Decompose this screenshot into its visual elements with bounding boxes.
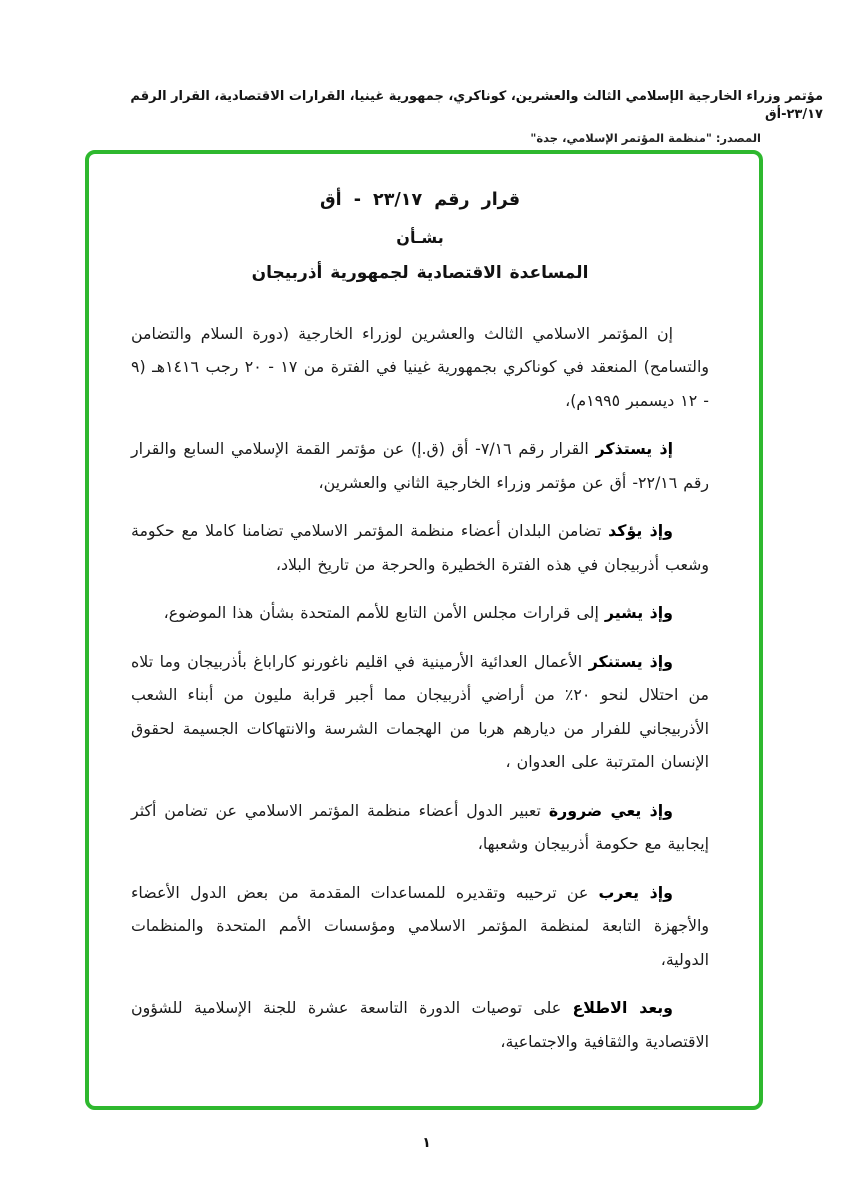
paragraph-text: تعبير الدول أعضاء منظمة المؤتمر الاسلامي عن تضامن أكثر إيجابية مع حكومة أذربيجان وشعبها، xyxy=(131,800,709,854)
paragraph-lead: وإذ يشير xyxy=(604,603,673,623)
paragraph xyxy=(131,317,709,417)
page-number: ١ xyxy=(422,1135,431,1151)
source-line: المصدر: "منظمة المؤتمر الإسلامي، جدة" xyxy=(530,131,761,146)
paragraph-lead: وإذ يعرب xyxy=(598,882,673,902)
paragraph-text: إن المؤتمر الاسلامي الثالث والعشرين لوزراء الخارجية (دورة السلام والتضامن والتسامح) المنعقد في كوناكري بجمهورية غينيا في الفترة من ١٧ - ٢٠ رجب ١٤١٦هـ (٩ - ١٢ ديسمبر ١٩٩٥م)، xyxy=(131,324,709,410)
resolution-regarding-label: بشـأن xyxy=(396,228,444,247)
paragraph-lead: وإذ يعي ضرورة xyxy=(548,800,674,820)
paragraph xyxy=(131,432,709,499)
paragraph-text: تضامن البلدان أعضاء منظمة المؤتمر الاسلامي تضامنا كاملا مع حكومة وشعب أذربيجان في هذه الفترة الخطيرة والحرجة من تاريخ البلاد، xyxy=(131,521,709,574)
paragraph xyxy=(131,991,709,1058)
paragraph-text: على توصيات الدورة التاسعة عشرة للجنة الإسلامية للشؤون الاقتصادية والثقافية والاجتماعية، xyxy=(131,998,709,1051)
resolution-number-title: قرار رقم ٢٣/١٧ - أق xyxy=(319,190,521,210)
citation-header xyxy=(90,88,823,145)
paragraph-lead: إذ يستذكر xyxy=(595,439,673,459)
paragraph xyxy=(131,596,709,629)
paragraph-text: القرار رقم ٧/١٦- أق (ق.إ) عن مؤتمر القمة الإسلامي السابع والقرار رقم ٢٢/١٦- أق عن مؤتمر وزراء الخارجية الثاني والعشرين، xyxy=(131,439,709,492)
paragraph xyxy=(131,514,709,581)
paragraph xyxy=(131,876,709,976)
citation-line: مؤتمر وزراء الخارجية الإسلامي الثالث والعشرين، كوناكري، جمهورية غينيا، القرارات الاقتصادية، القرار الرقم ٢٣/١٧-أق xyxy=(130,89,823,123)
paragraph-lead: وبعد الاطلاع xyxy=(572,998,673,1018)
paragraph xyxy=(131,645,709,779)
paragraph xyxy=(131,794,709,861)
paragraph-text: الأعمال العدائية الأرمينية في اقليم ناغورنو كاراباغ بأذربيجان وما تلاه من احتلال لنحو ٢٠٪ من أراضي أذربيجان مما أجبر قرابة مليون من أبناء الشعب الأذربيجاني للفرار من ديارهم هربا من الهجمات الشرسة والانتهاكات الجسيمة لحقوق الإنسان المترتبة على العدوان ، xyxy=(131,651,709,772)
document-page xyxy=(85,150,763,1110)
paragraph-text: إلى قرارات مجلس الأمن التابع للأمم المتحدة بشأن هذا الموضوع، xyxy=(163,603,599,623)
paragraph-text: عن ترحيبه وتقديره للمساعدات المقدمة من بعض الدول الأعضاء والأجهزة التابعة لمنظمة المؤتمر الاسلامي ومؤسسات الأمم المتحدة والمنظمات الدولية، xyxy=(131,882,709,969)
paragraph-lead: وإذ يستنكر xyxy=(588,651,673,671)
resolution-subject-title: المساعدة الاقتصادية لجمهورية أذربيجان xyxy=(251,263,589,283)
paragraph-lead: وإذ يؤكد xyxy=(608,521,673,541)
